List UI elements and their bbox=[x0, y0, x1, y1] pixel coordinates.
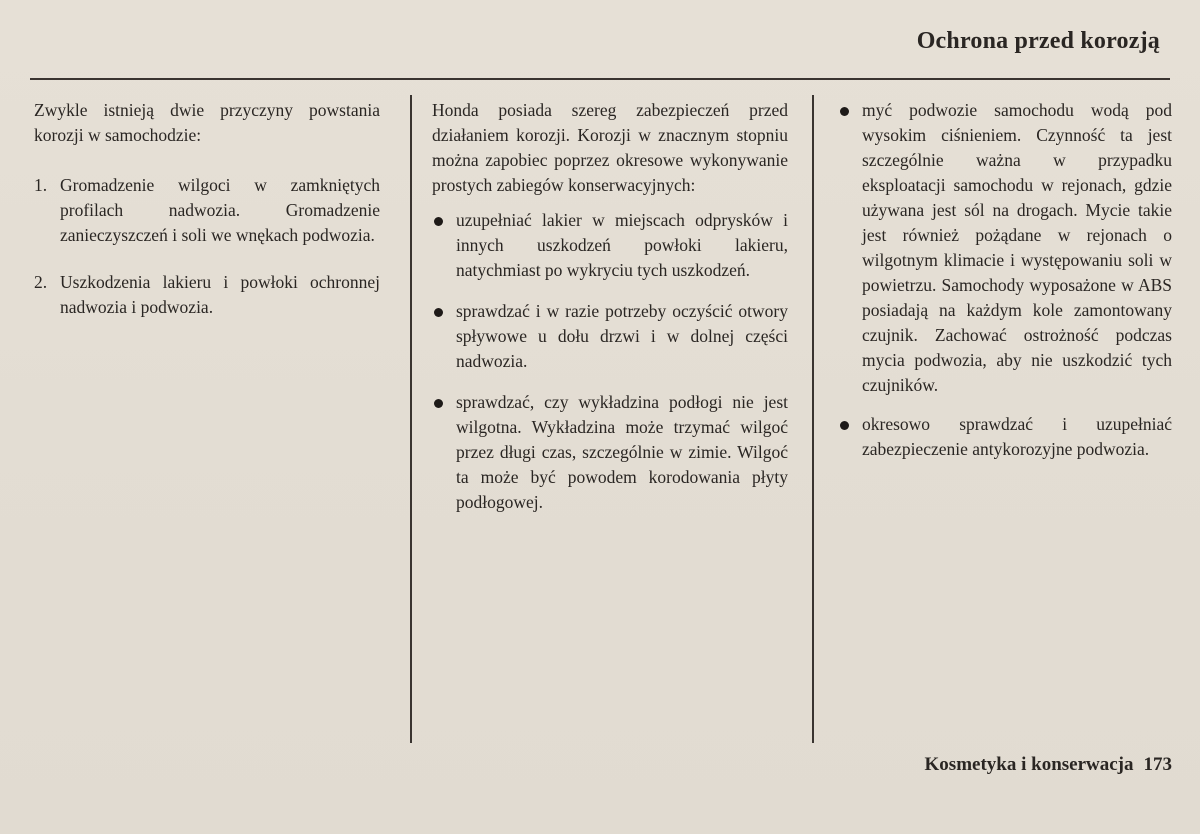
list-item-text: Uszkodzenia lakieru i powłoki ochronnej nadwozia i podwozia. bbox=[60, 272, 380, 317]
bullet-dot-icon bbox=[838, 98, 862, 398]
page-number: 173 bbox=[1143, 754, 1172, 775]
column-divider-1 bbox=[410, 95, 412, 743]
column-divider-2 bbox=[812, 95, 814, 743]
page-footer bbox=[925, 754, 1172, 776]
column-1 bbox=[34, 98, 380, 342]
bullet-dot-icon bbox=[838, 412, 862, 462]
list-item-number: 2. bbox=[34, 272, 48, 292]
header-rule bbox=[30, 78, 1170, 80]
numbered-list bbox=[34, 173, 380, 320]
bullet-item bbox=[838, 412, 1172, 462]
list-item-text: Gromadzenie wilgoci w zamkniętych profilach nadwozia. Gromadzenie zanieczyszczeń i soli we wnękach podwozia. bbox=[60, 175, 380, 245]
bullet-text: okresowo sprawdzać i uzupełniać zabezpieczenie antykorozyjne podwozia. bbox=[862, 414, 1172, 459]
bullet-list bbox=[838, 98, 1172, 462]
list-item bbox=[34, 173, 380, 248]
bullet-dot-icon bbox=[432, 299, 456, 374]
bullet-dot-icon bbox=[432, 390, 456, 515]
bullet-item bbox=[838, 98, 1172, 398]
column-1-intro: Zwykle istnieją dwie przyczyny powstania korozji w samochodzie: bbox=[34, 100, 380, 145]
list-item bbox=[34, 270, 380, 320]
column-2 bbox=[432, 98, 788, 531]
column-3 bbox=[838, 98, 1172, 476]
list-item-number: 1. bbox=[34, 175, 48, 195]
bullet-item bbox=[432, 208, 788, 283]
bullet-text: sprawdzać, czy wykładzina podłogi nie jest wilgotna. Wykładzina może trzymać wilgoć przez długi czas, szczególnie w zimie. Wilgoć ta może być powodem korodowania płyty podłogowej. bbox=[456, 392, 788, 512]
column-2-intro: Honda posiada szereg zabezpieczeń przed działaniem korozji. Korozji w znacznym stopniu można zapobiec poprzez okresowe wykonywanie prostych zabiegów konserwacyjnych: bbox=[432, 100, 788, 195]
bullet-text: uzupełniać lakier w miejscach odprysków i innych uszkodzeń powłoki lakieru, natychmiast po wykryciu tych uszkodzeń. bbox=[456, 210, 788, 280]
bullet-text: sprawdzać i w razie potrzeby oczyścić otwory spływowe u dołu drzwi i w dolnej części nadwozia. bbox=[456, 301, 788, 371]
bullet-item bbox=[432, 390, 788, 515]
bullet-list bbox=[432, 208, 788, 515]
page-title: Ochrona przed korozją bbox=[916, 28, 1160, 54]
bullet-item bbox=[432, 299, 788, 374]
bullet-text: myć podwozie samochodu wodą pod wysokim ciśnieniem. Czynność ta jest szczególnie ważna w przypadku eksploatacji samochodu w rejonach, gdzie używana jest sól na drogach. Mycie takie jest również pożądane w rejonach o wilgotnym klimacie i występowaniu soli w powietrzu. Samochody wyposażone w ABS posiadają na każdym kole zamontowany czujnik. Zachować ostrożność podczas mycia podwozia, aby nie uszkodzić tych czujników. bbox=[862, 100, 1172, 395]
footer-section: Kosmetyka i konserwacja bbox=[924, 754, 1134, 775]
bullet-dot-icon bbox=[432, 208, 456, 283]
